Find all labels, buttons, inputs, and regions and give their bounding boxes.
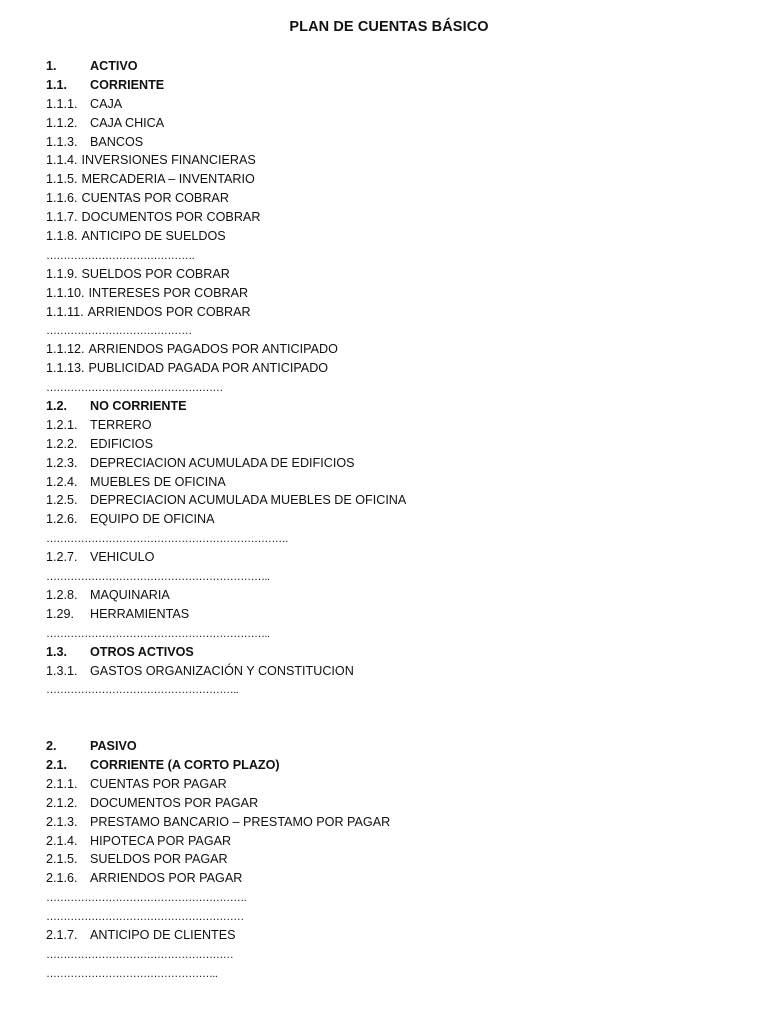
ellipsis-line — [46, 378, 746, 397]
account-item — [46, 586, 746, 605]
account-list — [46, 57, 746, 983]
ellipsis-text: …………………………………………… — [46, 382, 223, 395]
account-name: NO CORRIENTE — [90, 399, 187, 414]
account-code: 1.2.5. — [46, 493, 78, 508]
account-name: CUENTAS POR COBRAR — [81, 191, 229, 206]
blank-line — [46, 718, 746, 737]
account-group-heading — [46, 57, 746, 76]
ellipsis-line — [46, 321, 746, 340]
account-name: CAJA — [90, 96, 123, 111]
account-name: SUELDOS POR COBRAR — [81, 266, 230, 281]
account-name: INVERSIONES FINANCIERAS — [81, 153, 256, 168]
ellipsis-text: …………………………………………………. — [46, 892, 247, 905]
account-code: 2.1.3. — [46, 814, 78, 829]
account-code: 1.1.11. — [46, 304, 84, 319]
account-item — [46, 265, 746, 284]
account-item — [46, 454, 746, 473]
account-name: HIPOTECA POR PAGAR — [90, 833, 232, 848]
account-code: 1.1.5. — [46, 172, 78, 187]
account-item — [46, 284, 746, 303]
account-item — [46, 359, 746, 378]
account-name: DEPRECIACION ACUMULADA MUEBLES DE OFICINA — [90, 493, 407, 508]
account-code: 2.1.2. — [46, 795, 78, 810]
account-name: DOCUMENTOS POR COBRAR — [81, 210, 261, 225]
account-item — [46, 95, 746, 114]
account-item — [46, 926, 746, 945]
account-code: 1.1.10. — [46, 285, 85, 300]
account-name: CUENTAS POR PAGAR — [90, 776, 227, 791]
page-title: PLAN DE CUENTAS BÁSICO — [289, 19, 489, 35]
account-item — [46, 133, 746, 152]
account-code: 1.1. — [46, 77, 68, 92]
account-item — [46, 605, 746, 624]
account-item — [46, 813, 746, 832]
account-code: 1.1.6. — [46, 191, 78, 206]
account-name: BANCOS — [90, 134, 144, 149]
account-item — [46, 473, 746, 492]
account-item — [46, 189, 746, 208]
account-group-heading — [46, 643, 746, 662]
account-name: ARRIENDOS POR COBRAR — [87, 304, 251, 319]
ellipsis-line — [46, 945, 746, 964]
ellipsis-text: ………………………………………….. — [46, 967, 218, 980]
account-code: 2.1.4. — [46, 833, 78, 848]
ellipsis-line — [46, 964, 746, 983]
account-item — [46, 491, 746, 510]
ellipsis-line — [46, 624, 746, 643]
account-item — [46, 662, 746, 681]
account-item — [46, 303, 746, 322]
ellipsis-text: ……………………………………………………….. — [46, 571, 270, 584]
account-name: ARRIENDOS POR PAGAR — [90, 871, 243, 886]
account-group-heading — [46, 756, 746, 775]
account-group-heading — [46, 737, 746, 756]
account-name: ANTICIPO DE SUELDOS — [81, 229, 226, 244]
account-code: 1.2.1. — [46, 417, 78, 432]
account-code: 1.3.1. — [46, 663, 78, 678]
account-name: EQUIPO DE OFICINA — [90, 512, 215, 527]
account-code: 1.2.3. — [46, 455, 78, 470]
account-item — [46, 227, 746, 246]
account-item — [46, 114, 746, 133]
ellipsis-text: ……………………………………………….. — [46, 684, 239, 697]
account-code: 1.2.4. — [46, 474, 78, 489]
account-code: 2. — [46, 739, 57, 754]
account-item — [46, 850, 746, 869]
account-item — [46, 775, 746, 794]
ellipsis-text: ……………………………………. — [46, 249, 195, 262]
account-code: 1.2.7. — [46, 550, 78, 565]
account-code: 1.1.7. — [46, 210, 78, 225]
account-code: 1.2.6. — [46, 512, 78, 527]
account-code: 1.1.12. — [46, 342, 85, 357]
account-code: 1.2.8. — [46, 587, 78, 602]
account-item — [46, 170, 746, 189]
account-name: CAJA CHICA — [90, 115, 165, 130]
account-name: ARRIENDOS PAGADOS POR ANTICIPADO — [88, 342, 338, 357]
account-name: MERCADERIA – INVENTARIO — [81, 172, 255, 187]
account-code: 1.2. — [46, 399, 68, 414]
account-name: CORRIENTE — [90, 77, 165, 92]
ellipsis-text: ……………………………………………… — [46, 948, 234, 961]
account-item — [46, 794, 746, 813]
account-item — [46, 548, 746, 567]
account-name: DOCUMENTOS POR PAGAR — [90, 795, 259, 810]
account-code: 1.29. — [46, 606, 75, 621]
account-name: GASTOS ORGANIZACIÓN Y CONSTITUCION — [90, 663, 354, 678]
account-name: SUELDOS POR PAGAR — [90, 852, 228, 867]
account-item — [46, 435, 746, 454]
account-code: 2.1.5. — [46, 852, 78, 867]
ellipsis-text: ………………………………………………… — [46, 911, 244, 924]
account-item — [46, 869, 746, 888]
account-name: ANTICIPO DE CLIENTES — [90, 927, 236, 942]
account-item — [46, 208, 746, 227]
account-code: 1.3. — [46, 644, 68, 659]
ellipsis-line — [46, 567, 746, 586]
account-item — [46, 416, 746, 435]
account-name: DEPRECIACION ACUMULADA DE EDIFICIOS — [90, 455, 355, 470]
account-code: 2.1. — [46, 757, 68, 772]
account-name: MUEBLES DE OFICINA — [90, 474, 226, 489]
account-code: 2.1.6. — [46, 871, 78, 886]
ellipsis-line — [46, 529, 746, 548]
account-code: 1.1.4. — [46, 153, 78, 168]
account-code: 2.1.7. — [46, 927, 78, 942]
ellipsis-text: …………………………………… — [46, 325, 192, 338]
account-name: OTROS ACTIVOS — [90, 644, 194, 659]
account-item — [46, 151, 746, 170]
account-code: 1. — [46, 59, 57, 73]
account-group-heading — [46, 397, 746, 416]
account-code: 1.1.9. — [46, 266, 78, 281]
ellipsis-line — [46, 888, 746, 907]
ellipsis-text: ……………………………………………………………. — [46, 533, 288, 546]
ellipsis-line — [46, 680, 746, 699]
account-name: VEHICULO — [90, 550, 155, 565]
account-code: 1.1.13. — [46, 361, 85, 376]
account-name: HERRAMIENTAS — [90, 606, 190, 621]
blank-line — [46, 699, 746, 718]
account-name: EDIFICIOS — [90, 436, 153, 451]
account-code: 1.1.8. — [46, 229, 78, 244]
account-code: 1.1.2. — [46, 115, 78, 130]
ellipsis-text: ……………………………………………………….. — [46, 627, 270, 640]
account-name: CORRIENTE (A CORTO PLAZO) — [90, 757, 280, 772]
account-item — [46, 832, 746, 851]
ellipsis-line — [46, 907, 746, 926]
account-code: 1.1.1. — [46, 96, 78, 111]
account-code: 2.1.1. — [46, 776, 78, 791]
account-name: INTERESES POR COBRAR — [88, 285, 249, 300]
account-code: 1.2.2. — [46, 436, 78, 451]
account-item — [46, 340, 746, 359]
account-item — [46, 510, 746, 529]
account-code: 1.1.3. — [46, 134, 78, 149]
ellipsis-line — [46, 246, 746, 265]
account-name: PRESTAMO BANCARIO – PRESTAMO POR PAGAR — [90, 814, 391, 829]
account-name: MAQUINARIA — [90, 587, 170, 602]
account-name: TERRERO — [90, 417, 152, 432]
account-name: PUBLICIDAD PAGADA POR ANTICIPADO — [88, 361, 329, 376]
account-name: PASIVO — [90, 739, 137, 754]
account-name: ACTIVO — [90, 59, 138, 73]
account-group-heading — [46, 76, 746, 95]
